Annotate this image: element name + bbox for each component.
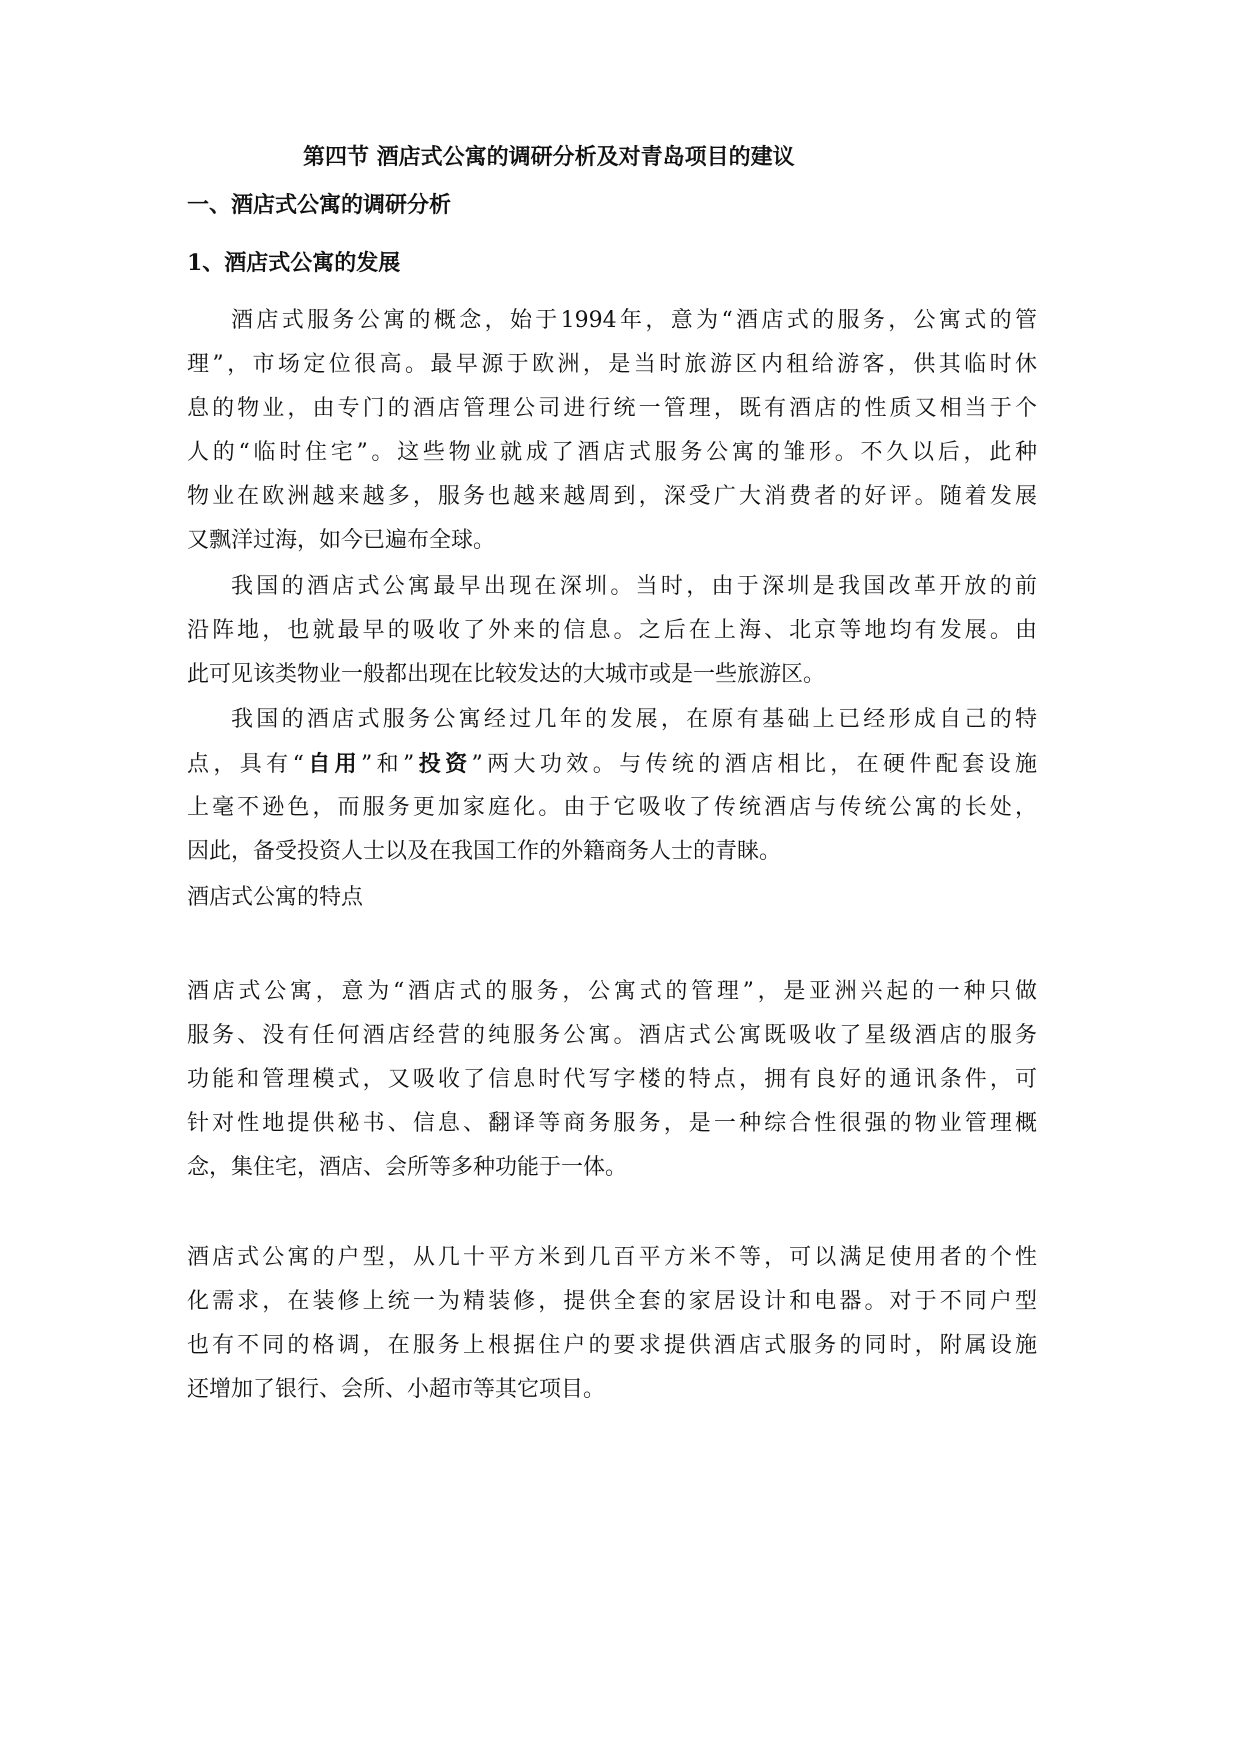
text-line: 服务、没有任何酒店经营的纯服务公寓。酒店式公寓既吸收了星级酒店的服务 (187, 1023, 1037, 1048)
paragraph-definition (187, 970, 1037, 1190)
text-segment: ”和” (361, 752, 415, 777)
paragraph-features-summary (187, 698, 1037, 874)
text-segment: 点，具有“ (187, 752, 304, 777)
text-line: 功能和管理模式，又吸收了信息时代写字楼的特点，拥有良好的通讯条件，可 (187, 1067, 1037, 1092)
text-line: 也有不同的格调，在服务上根据住户的要求提供酒店式服务的同时，附属设施 (187, 1333, 1037, 1358)
text-segment: ”两大功效。与传统的酒店相比，在硬件配套设施 (471, 752, 1037, 777)
text-line: 息的物业，由专门的酒店管理公司进行统一管理，既有酒店的性质又相当于个 (187, 396, 1037, 421)
subheading-features (187, 876, 1037, 920)
text-line (187, 742, 1037, 786)
text-line: 上毫不逊色，而服务更加家庭化。由于它吸收了传统酒店与传统公寓的长处， (187, 795, 1037, 820)
paragraph-china-origin (187, 565, 1037, 697)
text-line: 又飘洋过海，如今已遍布全球。 (187, 528, 496, 553)
paragraph-development (187, 299, 1037, 563)
section-title: 第四节 酒店式公寓的调研分析及对青岛项目的建议 (303, 144, 795, 170)
text-line: 此可见该类物业一般都出现在比较发达的大城市或是一些旅游区。 (187, 662, 826, 687)
text-line: 酒店式公寓，意为“酒店式的服务，公寓式的管理”，是亚洲兴起的一种只做 (187, 979, 1037, 1004)
text-line: 人的“临时住宅”。这些物业就成了酒店式服务公寓的雏形。不久以后，此种 (187, 440, 1037, 465)
text-line: 沿阵地，也就最早的吸收了外来的信息。之后在上海、北京等地均有发展。由 (187, 618, 1037, 643)
paragraph-unit-types (187, 1236, 1037, 1412)
text-line: 因此，备受投资人士以及在我国工作的外籍商务人士的青睐。 (187, 839, 782, 864)
subheading-text: 酒店式公寓的特点 (187, 885, 364, 910)
text-line: 我国的酒店式公寓最早出现在深圳。当时，由于深圳是我国改革开放的前 (231, 574, 1037, 599)
bold-term-self-use: 自用 (303, 751, 362, 777)
text-line: 针对性地提供秘书、信息、翻译等商务服务，是一种综合性很强的物业管理概 (187, 1111, 1037, 1136)
heading-level-2: 1、酒店式公寓的发展 (187, 250, 401, 276)
text-line: 念，集住宅，酒店、会所等多种功能于一体。 (187, 1155, 628, 1180)
bold-term-investment: 投资 (414, 751, 472, 777)
text-line: 酒店式服务公寓的概念，始于1994年，意为“酒店式的服务，公寓式的管 (231, 308, 1037, 333)
text-line: 酒店式公寓的户型，从几十平方米到几百平方米不等，可以满足使用者的个性 (187, 1245, 1037, 1270)
text-line: 物业在欧洲越来越多，服务也越来越周到，深受广大消费者的好评。随着发展 (187, 484, 1037, 509)
text-line: 我国的酒店式服务公寓经过几年的发展，在原有基础上已经形成自己的特 (231, 707, 1037, 732)
heading-level-1: 一、酒店式公寓的调研分析 (187, 192, 452, 218)
text-line: 还增加了银行、会所、小超市等其它项目。 (187, 1377, 606, 1402)
text-line: 化需求，在装修上统一为精装修，提供全套的家居设计和电器。对于不同户型 (187, 1289, 1037, 1314)
text-line: 理”，市场定位很高。最早源于欧洲，是当时旅游区内租给游客，供其临时休 (187, 352, 1037, 377)
